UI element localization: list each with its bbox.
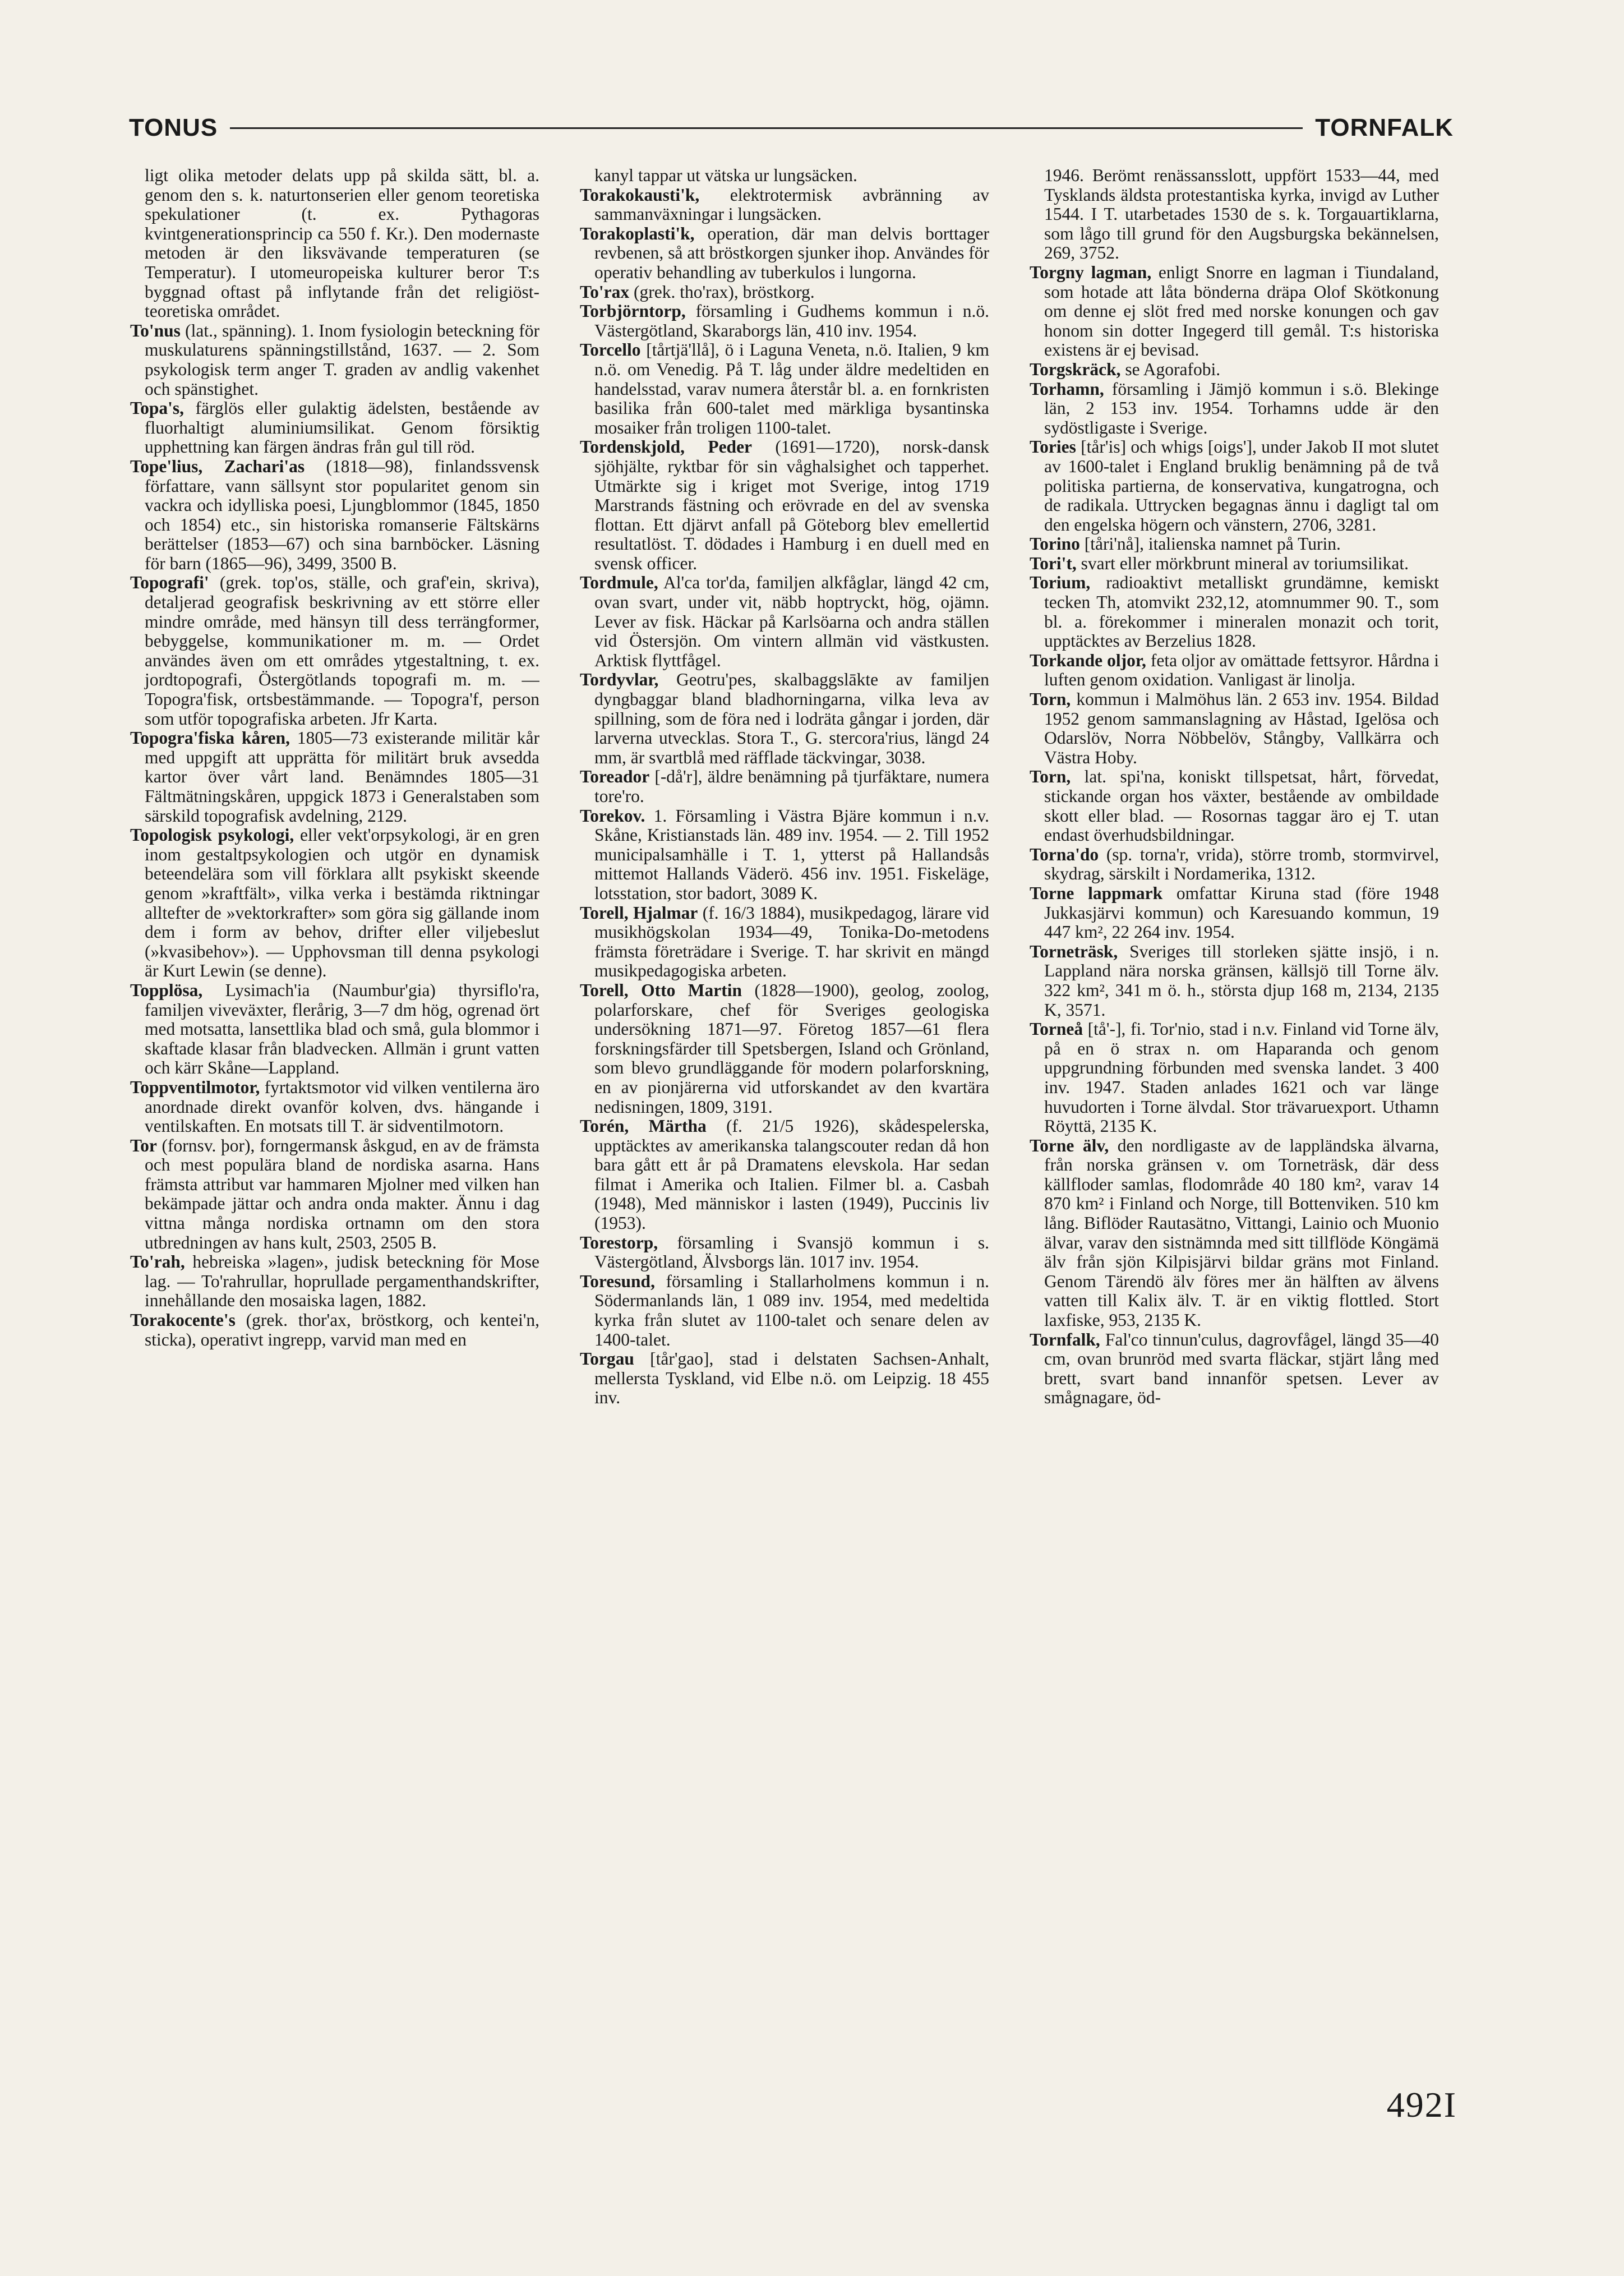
entry-text: hebreiska »lagen», judisk beteckning för Mose lag. — To'rahrullar, hoprullade pergamenthandskrifter, innehållande den mosaiska lagen, 1882. [145,1252,539,1311]
entry-text: Al'ca tor'da, familjen alkfåglar, längd 42 cm, ovan svart, under vit, näbb hoptryckt, hög, ojämn. Lever av fisk. Häckar på Karlsöarna och andra ställen vid Östersjön. Om vintern allmän vid västkusten. Arktisk flyttfågel. [594,573,989,670]
entry-headword: Tordyvlar, [580,670,659,690]
entry-text: 1805—73 existerande militär kår med uppgift att upprätta för militärt bruk avsedda kartor över vårt land. Benämndes 1805—31 Fältmätningskåren, uppgick 1873 i Generalstaben som särskild topografisk avdelning, 2129. [145,728,539,826]
dictionary-entry [130,1252,539,1311]
entry-headword: To'rax [580,282,630,302]
entry-headword: Torn, [1030,767,1071,787]
header-last-headword: TORNFALK [1315,114,1454,141]
entry-headword: Torestorp, [580,1232,658,1252]
entry-headword: Tor [130,1135,157,1155]
entry-headword: Torkande oljor, [1030,650,1146,670]
entry-headword: Tories [1030,437,1076,457]
dictionary-entry [1030,1020,1439,1136]
entry-headword: Torna'do [1030,844,1099,864]
entry-headword: Torino [1030,534,1080,554]
entry-text: [-då'r], äldre benämning på tjurfäktare, numera tore'ro. [594,767,989,806]
column-2 [580,166,989,2039]
dictionary-entry [130,321,539,399]
entry-text: radioaktivt metalliskt grundämne, kemiskt tecken Th, atomvikt 232,12, atomnummer 90. T., som bl. a. förekommer i mineralen monazit och torit, upptäcktes av Berzelius 1828. [1044,573,1439,651]
dictionary-entry [130,573,539,729]
dictionary-entry [580,1233,989,1272]
entry-headword: Topogra'fiska kåren, [130,728,290,748]
dictionary-entry [1030,1330,1439,1408]
entry-text: [tår'gao], stad i delstaten Sachsen-Anhalt, mellersta Tyskland, vid Elbe n.ö. om Leipzig. 18 455 inv. [594,1349,989,1408]
entry-text: fyrtaktsmotor vid vilken ventilerna äro anordnade direkt ovanför kolven, dvs. hängande i ventilskaften. En motsats till T. är sidventilmotorn. [145,1077,539,1136]
dictionary-entry [130,457,539,574]
entry-text: kanyl tappar ut vätska ur lungsäcken. [594,166,857,185]
entry-text: församling i Svansjö kommun i s. Västergötland, Älvsborgs län. 1017 inv. 1954. [594,1232,989,1272]
entry-headword: Topa's, [130,398,184,418]
entry-text: feta oljor av omättade fettsyror. Hårdna i luften genom oxidation. Vanligast är linolja. [1044,650,1439,690]
entry-text: den nordligaste av de lappländska älvarna, från norska gränsen v. om Torneträsk, där dess källfloder samlas, flodområde 40 180 km², varav 14 870 km² i Finland och Norge, till Bottenviken. 510 km lång. Biflöder Rautasätno, Vittangi, Lainio och Muonio älvar, varav den sistnämnda med sitt tillflöde Köngämä älv från sjön Kilpisjärvi bildar gräns mot Finland. Genom Tärendö älv föres mer än hälften av älvens vatten till Kalix älv. T. är en viktig flottled. Stort laxfiske, 953, 2135 K. [1044,1135,1439,1330]
dictionary-entry [1030,380,1439,438]
entry-headword: Tordenskjold, Peder [580,437,753,457]
entry-headword: Torgskräck, [1030,359,1121,379]
dictionary-entry [1030,884,1439,942]
dictionary-entry [130,399,539,457]
dictionary-entry [580,1272,989,1349]
entry-text: (fornsv. þor), forngermansk åskgud, en av de främsta och mest populära bland de nordiska asarna. Hans främsta attribut var hammaren Mjolner med vilken han bekämpade jättar och andra onda makter. Ännu i dag vittna många nordiska ortnamn om den stora utbredningen av hans kult, 2503, 2505 B. [145,1135,539,1252]
dictionary-entry [1030,437,1439,535]
entry-headword: Torium, [1030,573,1091,593]
entry-text: 1. Församling i Västra Bjäre kommun i n.v. Skåne, Kristianstads län. 489 inv. 1954. — 2. Till 1952 municipalsamhälle i T. 1, ytterst på Hallandsås mittemot Hallands Väderö. 456 inv. 1951. Fiskeläge, lotsstation, stor badort, 3089 K. [594,805,989,903]
entry-headword: Torakokausti'k, [580,185,700,205]
page-number-value: 492 [1386,2085,1444,2125]
dictionary-entry [1030,263,1439,360]
entry-headword: Torneå [1030,1019,1083,1039]
entry-headword: Torcello [580,340,641,360]
entry-text: (1828—1900), geolog, zoolog, polarforskare, chef för Sveriges geologiska undersökning 1871—97. Företog 1857—61 flera forskningsfärder till Spetsbergen, Island och Grönland, som blevo grundläggande för modern polarforskning, en av pionjärerna vid utforskandet av den kvartära nedisningen, 1809, 3191. [594,980,989,1117]
entry-headword: Torne lappmark [1030,883,1163,903]
entry-text: (f. 21/5 1926), skådespelerska, upptäcktes av amerikanska talangscouter redan då hon bara gått ett år på Dramatens elevskola. Har sedan filmat i Amerika och Italien. Filmer bl. a. Casbah (1948), Med människor i lasten (1949), Puccinis liv (1953). [594,1116,989,1233]
entry-text: Geotru'pes, skalbaggslākte av familjen dyngbaggar bland bladhorningarna, vilka leva av spillning, som de föra ned i lodräta gångar i jorden, där larverna utvecklas. Stora T., G. stercora'rius, längd 24 mm, är svartblå med räfflade täckvingar, 3038. [594,670,989,767]
dictionary-entry [130,1078,539,1136]
dictionary-entry [130,729,539,826]
dictionary-entry [580,166,989,186]
dictionary-entry [1030,690,1439,767]
entry-headword: Torne älv, [1030,1135,1109,1155]
dictionary-entry [130,166,539,321]
page-number [1387,2084,1457,2126]
dictionary-entry [580,807,989,904]
entry-text: (grek. thor'ax, bröstkorg, och kentei'n, sticka), operativt ingrepp, varvid man med en [145,1310,539,1349]
dictionary-entry [1030,554,1439,574]
entry-headword: Torén, Märtha [580,1116,707,1136]
entry-text: 1946. Berömt renässansslott, uppfört 1533—44, med Tysklands äldsta protestantiska kyrka, invigd av Luther 1544. I T. utarbetades 1530 de s. k. Torgauartiklarna, som lågo till grund för den Augsburgska bekännelsen, 269, 3752. [1044,166,1439,263]
dictionary-entry [580,340,989,437]
entry-headword: To'nus [130,320,181,340]
entry-text: [tårtjä'llå], ö i Laguna Veneta, n.ö. Italien, 9 km n.ö. om Venedig. På T. låg under äldre medeltiden en handelsstad, varav numera återstår bl. a. en fornkristen basilika från 600-talet med märkliga bysantinska mosaiker från troligen 1100-talet. [594,340,989,437]
dictionary-entry [1030,767,1439,845]
entry-text: kommun i Malmöhus län. 2 653 inv. 1954. Bildad 1952 genom sammanslagning av Håstad, Igelösa och Odarslöv, Norra Nöbbelöv, Stångby, Vallkärra och Västra Hoby. [1044,689,1439,767]
entry-headword: Toresund, [580,1271,655,1291]
entry-headword: Toppventilmotor, [130,1077,260,1097]
entry-text: (f. 16/3 1884), musikpedagog, lärare vid musikhögskolan 1934—49, Tonika-Do-metodens främsta företrädare i Sverige. T. har skrivit en mängd musikpedagogiska arbeten. [594,902,989,981]
entry-headword: Torekov. [580,805,645,826]
dictionary-entry [580,1349,989,1408]
entry-text: (1691—1720), norsk-dansk sjöhjälte, ryktbar för sin våghalsighet och tapperhet. Utmärkte sig i kriget mot Sverige, intog 1719 Marstrands fästning och erövrade en del av svenska flottan. Ett djärvt anfall på Göteborg blev emellertid resultatlöst. T. dödades i Hamburg i en duell med en svensk officer. [594,437,989,573]
entry-text: se Agorafobi. [1125,359,1221,379]
entry-headword: Torbjörntorp, [580,301,686,321]
column-1 [130,166,539,2039]
entry-headword: Toreador [580,767,650,787]
entry-text: (lat., spänning). 1. Inom fysiologin beteckning för muskulaturens spänningstillstånd, 1637. — 2. Som psykologisk term anger T. graden av andlig vakenhet och spänstighet. [145,320,539,399]
column-3 [1030,166,1439,2039]
dictionary-entry [580,767,989,806]
entry-text: [tåri'nå], italienska namnet på Turin. [1084,534,1341,554]
dictionary-entry [580,283,989,302]
entry-text: (grek. tho'rax), bröstkorg. [633,282,815,302]
dictionary-entry [1030,942,1439,1020]
entry-headword: To'rah, [130,1252,185,1272]
page-mark: I [1443,2085,1457,2125]
dictionary-entry [580,186,989,224]
entry-text: Fal'co tinnun'culus, dagrovfågel, längd 35—40 cm, ovan brunröd med svarta fläckar, stjärt lång med brett, svart band innanför spetsen. Lever av smågnagare, öd- [1044,1329,1439,1408]
entry-text: omfattar Kiruna stad (före 1948 Jukkasjärvi kommun) och Karesuando kommun, 19 447 km², 22 264 inv. 1954. [1044,883,1439,942]
dictionary-entry [130,1136,539,1253]
entry-text: operation, där man delvis borttager revbenen, så att bröstkorgen sjunker ihop. Användes för operativ behandling av tuberkulos i lungorna. [594,223,989,282]
entry-text: Sveriges till storleken sjätte insjö, i n. Lappland nära norska gränsen, källsjö till Torne älv. 322 km², 341 m ö. h., största djup 168 m, 2134, 2135 K, 3571. [1044,941,1439,1020]
running-header [129,110,1454,146]
dictionary-entry [1030,651,1439,690]
dictionary-entry [580,1117,989,1233]
dictionary-entry [580,670,989,767]
entry-headword: Tori't, [1030,553,1077,573]
header-first-headword: TONUS [129,114,218,141]
entry-headword: Torn, [1030,689,1071,709]
entry-headword: Torneträsk, [1030,941,1118,961]
entry-headword: Torhamn, [1030,379,1104,399]
dictionary-entry [580,302,989,340]
dictionary-entry [1030,360,1439,380]
dictionary-entry [1030,845,1439,884]
entry-headword: Tope'lius, Zachari'as [130,456,305,476]
entry-text: (1818—98), finlandssvensk författare, vann sällsynt stor popularitet genom sin vackra och idylliska poesi, Ljungblommor (1845, 1850 och 1854) etc., sin historiska romanserie Fältskärns berättelser (1853—67) och sina barnböcker. Läsning för barn (1865—96), 3499, 3500 B. [145,456,539,573]
entry-headword: Torell, Hjalmar [580,902,698,923]
dictionary-entry [580,437,989,573]
entry-headword: Torakocente's [130,1310,236,1330]
entry-text: (sp. torna'r, vrida), större tromb, stormvirvel, skydrag, särskilt i Nordamerika, 1312. [1044,844,1439,884]
dictionary-entry [1030,535,1439,554]
dictionary-entry [130,1311,539,1349]
dictionary-entry [130,981,539,1078]
entry-headword: Topplösa, [130,980,203,1000]
dictionary-entry [1030,573,1439,651]
entry-text: församling i Jämjö kommun i s.ö. Blekinge län, 2 153 inv. 1954. Torhamns udde är den sydöstligaste i Sverige. [1044,379,1439,437]
entry-text: eller vekt'orpsykologi, är en gren inom gestaltpsykologien och utgör en dynamisk beteendelära som vill förklara allt psykiskt skeende genom »kraftfält», vilka verka i bestämda riktningar alltefter de »vektorkrafter» som göra sig gällande inom dem i form av behov, drifter eller viljebeslut (»kvasibehov»). — Upphovsman till denna psykologi är Kurt Lewin (se denne). [145,825,539,981]
dictionary-entry [1030,1136,1439,1330]
entry-text: [tå'-], fi. Tor'nio, stad i n.v. Finland vid Torne älv, på en ö strax n. om Haparanda och genom uppgrundning förbunden med svenska landet. 3 400 inv. 1947. Staden anlades 1621 och var länge huvudorten i Torne älvdal. Stor trävaruexport. Uthamn Röyttä, 2135 K. [1044,1019,1439,1136]
entry-headword: Torgny lagman, [1030,262,1152,282]
entry-text: elektrotermisk avbränning av sammanväxningar i lungsäcken. [594,185,989,224]
entry-text: svart eller mörkbrunt mineral av toriumsilikat. [1081,553,1409,573]
entry-text: enligt Snorre en lagman i Tiundaland, som hotade att låta bönderna dräpa Olof Skötkonung om denne ej slöt fred med norske konungen och gav honom sin dotter Ingegerd till gemål. T:s historiska existens är ej bevisad. [1044,262,1439,360]
entry-text: [tår'is] och whigs [oigs'], under Jakob II mot slutet av 1600-talet i England bruklig benämning på de två politiska partierna, de konservativa, kungatrogna, och de radikala. Uttrycken begagnas ännu i dagligt tal om den engelska högern och vänstern, 2706, 3281. [1044,437,1439,535]
dictionary-entry [580,981,989,1117]
entry-text: församling i Stallarholmens kommun i n. Södermanlands län, 1 089 inv. 1954, med medeltida kyrka från slutet av 1100-talet och senare delen av 1400-talet. [594,1271,989,1349]
entry-text: ligt olika metoder delats upp på skilda sätt, bl. a. genom den s. k. naturtonserien eller genom teoretiska spekulationer (t. ex. Pythagoras kvintgenerationsprincip ca 550 f. Kr.). Den modernaste metoden är den liksvävande temperaturen (se Temperatur). I utomeuropeiska kulturer beror T:s byggnad oftast på inflytande från det religiöst-teoretiska området. [145,166,539,321]
entry-headword: Tordmule, [580,573,658,593]
dictionary-entry [1030,166,1439,263]
entry-text: lat. spi'na, koniskt tillspetsat, hårt, förvedat, stickande organ hos växter, bestående av ombildade skott eller blad. — Rosornas taggar äro ej T. utan endast överhudsbildningar. [1044,767,1439,845]
entry-headword: Torakoplasti'k, [580,223,695,243]
dictionary-entry [130,826,539,981]
entry-text: församling i Gudhems kommun i n.ö. Västergötland, Skaraborgs län, 410 inv. 1954. [594,301,989,340]
entry-headword: Topografi' [130,573,209,593]
entry-headword: Torgau [580,1349,634,1369]
dictionary-entry [580,573,989,670]
entry-text: färglös eller gulaktig ädelsten, bestående av fluorhaltigt aluminiumsilikat. Genom försiktig upphettning kan färgen ändras från gul till röd. [145,398,539,457]
dictionary-entry [580,904,989,981]
header-rule [230,127,1303,129]
entry-text: (grek. top'os, ställe, och graf'ein, skriva), detaljerad geografisk beskrivning av ett större eller mindre område, med hänsyn till dess terrängformer, bebyggelse, kommunikationer m. m. — Ordet användes även om ett områdes ytgestaltning, t. ex. jordtopografi, Östergötlands topografi m. m. — Topogra'fisk, ortsbestämmande. — Topogra'f, person som utför topografiska arbeten. Jfr Karta. [145,573,539,729]
entry-headword: Torell, Otto Martin [580,980,742,1000]
entry-headword: Topologisk psykologi, [130,825,294,845]
entry-headword: Tornfalk, [1030,1329,1100,1349]
dictionary-entry [580,224,989,283]
entry-text: Lysimach'ia (Naumbur'gia) thyrsiflo'ra, familjen viveväxter, flerårig, 3—7 dm hög, ogrenad ört med motsatta, lansettlika blad och små, gula blommor i skaftade klasar från bladvecken. Allmän i grunt vatten och kärr Skåne—Lappland. [145,980,539,1078]
